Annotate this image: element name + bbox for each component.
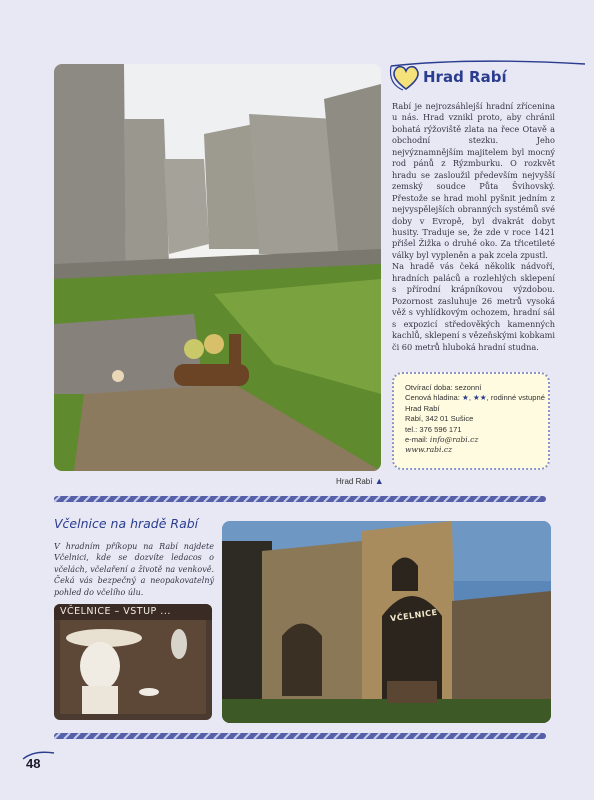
heart-icon xyxy=(391,64,421,92)
page-title: Hrad Rabí xyxy=(423,68,507,86)
phone: tel.: 376 596 171 xyxy=(405,424,462,434)
info-box xyxy=(392,372,550,470)
address: Rabí, 342 01 Sušice xyxy=(405,414,474,424)
section-text-vcelnice: V hradním příkopu na Rabí najdete Včelnici, kde se dozvíte ledacos o včelách, včelaření a životě na venkově. Čeká vás bezpečný a neopakovatelný pohled do včelího úlu. xyxy=(54,542,214,597)
rope-divider-bottom xyxy=(54,731,546,741)
price-stars: ★, ★★ xyxy=(462,393,487,403)
article-body xyxy=(392,101,555,353)
opening-hours: Otvírací doba: sezonní xyxy=(405,383,482,392)
section-title-vcelnice: Včelnice na hradě Rabí xyxy=(54,516,199,531)
web-link[interactable]: www.rabi.cz xyxy=(405,445,453,455)
arch-sign-text: VČELNICE xyxy=(389,607,439,624)
email-row: e-mail: info@rabi.cz xyxy=(405,435,479,445)
vcelnice-arch-photo xyxy=(222,521,551,723)
sign-text: VČELNICE – VSTUP ... xyxy=(60,606,171,617)
rope-divider-top xyxy=(54,494,546,504)
place-name: Hrad Rabí xyxy=(405,403,440,413)
page-number: 48 xyxy=(26,756,41,771)
email-link[interactable]: info@rabi.cz xyxy=(429,435,479,445)
vcelnice-sign-photo xyxy=(54,604,212,720)
castle-photo-main xyxy=(54,64,381,471)
triangle-up-icon: ▲ xyxy=(374,476,384,486)
paragraph-history: Rabí je nejrozsáhlejší hradní zřícenina u nás. Hrad vznikl proto, aby chránil bohatá rýžoviště zlata na řece Otavě a obchodní stezku. Jeho nejvýznamnějším majitelem byl mocný rod pánů z Rýzmburku. O rozkvět hradu se zasloužil především nejvyšší zemský soudce Půta Švihovský. Přestože se hrad mohl pyšnit jedním z nejvyspělejších obranných systémů své doby v Evropě, byl dvakrát dobyt husity. Traduje se, že zde v roce 1421 přišel Žižka o druhé oko. Za třicetileté války byl vypleněn a pak zcela zpustl. xyxy=(392,101,555,260)
title-block xyxy=(385,58,590,98)
photo-caption: Hrad Rabí ▲ xyxy=(336,476,384,486)
paragraph-attractions: Na hradě vás čeká několik nádvoří, hradních paláců a rozlehlých sklepení s přírodní krápníkovou výzdobou. Pozornost zasluhuje 26 metrů vysoká věž s vyhlídkovým ochozem, hradní sál s expozicí středověkých kamenných kachlů, sklepení s vězeňskými kobkami či 60 metrů hluboká hradní studna. xyxy=(392,261,555,352)
price-level: Cenová hladina: ★, ★★, rodinné vstupné xyxy=(405,393,545,403)
